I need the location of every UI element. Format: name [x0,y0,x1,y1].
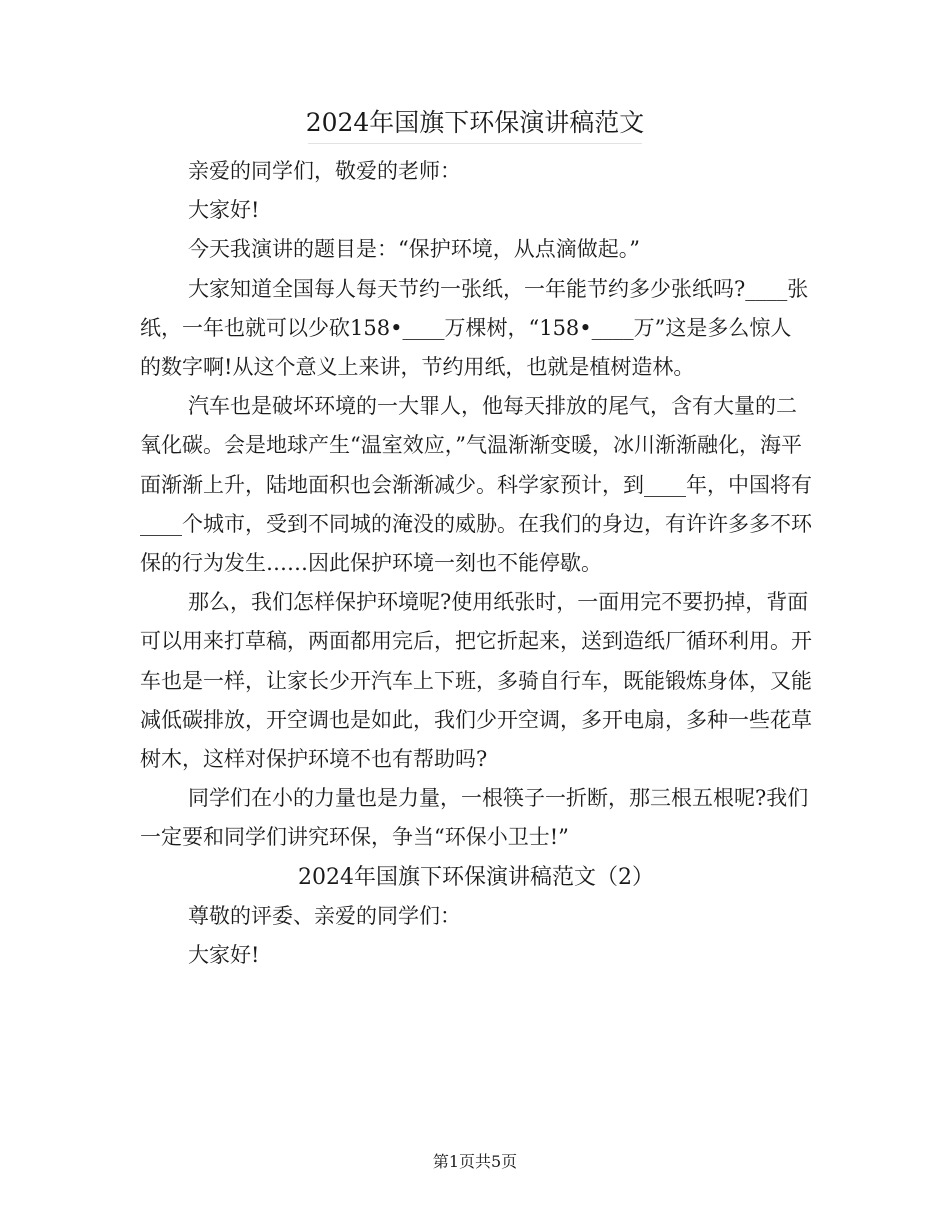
section-2-title: 2024年国旗下环保演讲稿范文（2） [298,864,654,890]
closing-paragraph: 同学们在小的力量也是力量，一根筷子一折断，那三根五根呢?我们一定要和同学们讲究环保，争当“环保小卫士!” [140,786,809,850]
paper-saving-paragraph: 大家知道全国每人每天节约一张纸，一年能节约多少张纸吗?____张纸，一年也就可以少砍158•____万棵树，“158•____万”这是多么惊人的数字啊!从这个意义上来讲，节约用纸，也就是植树造林。 [140,276,809,380]
salutation-paragraph: 亲爱的同学们，敬爱的老师： [188,159,461,183]
section-2-greeting: 大家好! [188,943,260,968]
greeting-paragraph: 大家好! [188,198,260,223]
document-title: 2024年国旗下环保演讲稿范文 [305,108,645,137]
how-to-protect-paragraph: 那么，我们怎样保护环境呢?使用纸张时，一面用完不要扔掉，背面可以用来打草稿，两面都用完后，把它折起来，送到造纸厂循环利用。开车也是一样，让家长少开汽车上下班，多骑自行车，既能锻炼身体，又能减低碳排放，开空调也是如此，我们少开空调，多开电扇，多种一些花草树木，这样对保护环境不也有帮助吗? [140,590,812,772]
page-number: 第1页共5页 [432,1152,518,1171]
title-underline [308,143,642,144]
car-emission-paragraph: 汽车也是破坏环境的一大罪人，他每天排放的尾气，含有大量的二氧化碳。会是地球产生“温室效应，”气温渐渐变暖，冰川渐渐融化，海平面渐渐上升，陆地面积也会渐渐减少。科学家预计，到____年，中国将有____个城市，受到不同城的淹没的威胁。在我们的身边，有许许多多不环保的行为发生……因此保护环境一刻也不能停歇。 [140,394,812,576]
section-2-salutation: 尊敬的评委、亲爱的同学们： [188,903,461,928]
topic-paragraph: 今天我演讲的题目是：“保护环境，从点滴做起。” [188,237,640,262]
document-body [140,152,812,975]
